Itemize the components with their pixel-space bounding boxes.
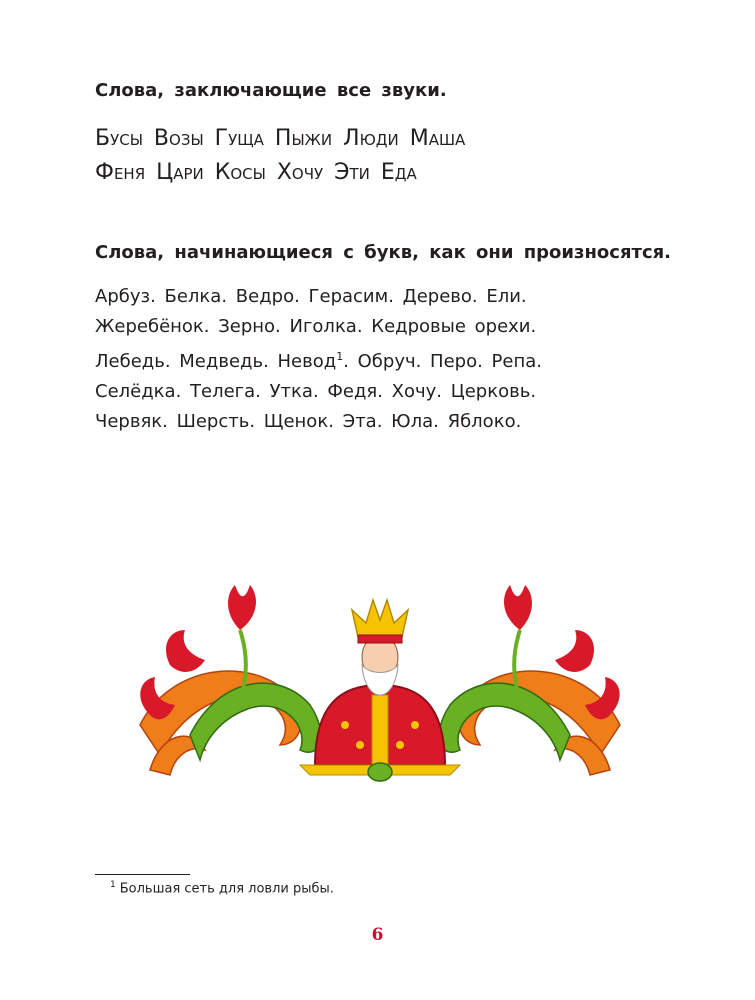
- letter-words: [95, 282, 542, 437]
- all-sounds-words: [95, 122, 465, 190]
- words-line: Феня Цари Косы Хочу Эти Еда: [95, 160, 417, 185]
- words-line: Арбуз. Белка. Ведро. Герасим. Дерево. Ели.: [95, 286, 527, 307]
- footnote-mark: 1: [110, 880, 116, 890]
- page-number: 6: [371, 925, 384, 945]
- tsar-folk-ornament-illustration: [130, 575, 630, 795]
- footnote: [110, 880, 334, 896]
- footnote-divider: [95, 874, 190, 875]
- words-line: [95, 342, 542, 377]
- words-line: Бусы Возы Гуща Пыжи Люди Маша: [95, 126, 466, 151]
- words-fragment: . Обруч. Перо. Репа.: [343, 351, 542, 372]
- footnote-text: Большая сеть для ловли рыбы.: [119, 881, 334, 897]
- words-line: Жеребёнок. Зерно. Иголка. Кедровые орехи.: [95, 316, 537, 337]
- words-fragment: Лебедь. Медведь. Невод: [95, 351, 337, 372]
- words-line: Червяк. Шерсть. Щенок. Эта. Юла. Яблоко.: [95, 411, 522, 432]
- section-heading-letters: Слова, начинающиеся с букв, как они произносятся.: [95, 242, 672, 263]
- section-heading-sounds: Слова, заключающие все звуки.: [95, 80, 447, 101]
- footnote-reference[interactable]: 1: [336, 350, 344, 363]
- words-line: Селёдка. Телега. Утка. Федя. Хочу. Церковь.: [95, 381, 537, 402]
